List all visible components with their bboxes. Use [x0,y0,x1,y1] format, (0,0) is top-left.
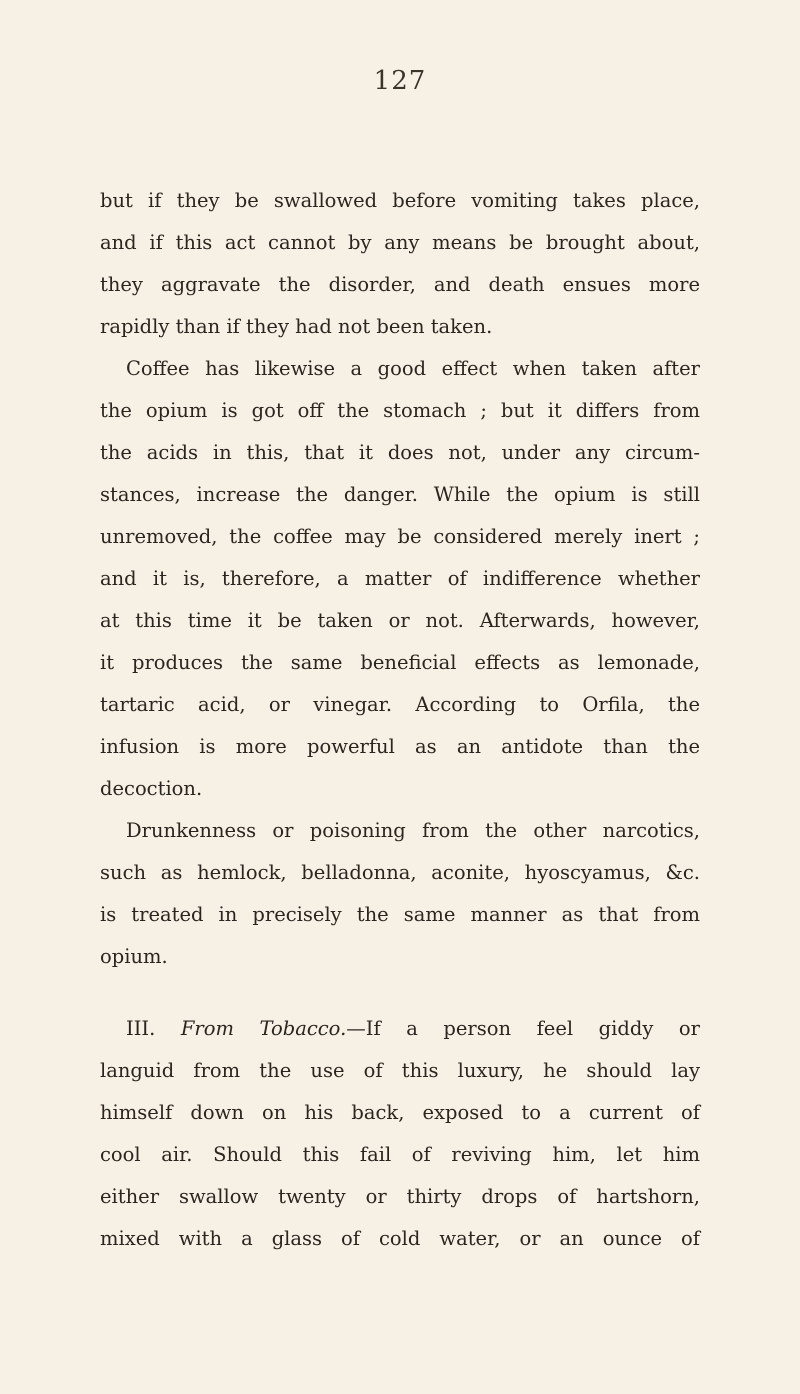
text-line: stances, increase the danger. While the opium is still [100,483,700,506]
body-text [100,180,700,1260]
text-line: and if this act cannot by any means be brought about, [100,231,700,254]
text-line: infusion is more powerful as an antidote than the [100,735,700,758]
paragraph [100,180,700,348]
text-line: mixed with a glass of cold water, or an ounce of [100,1227,700,1250]
text-line: decoction. [100,777,203,800]
text-line: it produces the same beneficial effects as lemonade, [100,651,700,674]
text-line: either swallow twenty or thirty drops of hartshorn, [100,1185,700,1208]
text-line: unremoved, the coffee may be considered merely inert ; [100,525,700,548]
text-line: is treated in precisely the same manner as that from [100,903,700,926]
text-line: cool air. Should this fail of reviving him, let him [100,1143,700,1166]
text-line: himself down on his back, exposed to a current of [100,1101,700,1124]
section-first-line-text: —If a person feel giddy or [346,1017,700,1040]
section-heading-line [100,1008,700,1050]
section-tobacco [100,1008,700,1260]
text-line: tartaric acid, or vinegar. According to Orfila, the [100,693,700,716]
section-gap [100,978,700,1008]
section-numeral: III. [126,1017,156,1040]
paragraph [100,348,700,810]
text-line: Coffee has likewise a good effect when taken after [126,357,700,380]
text-line: but if they be swallowed before vomiting takes place, [100,189,700,212]
text-line: they aggravate the disorder, and death ensues more [100,273,700,296]
text-line: rapidly than if they had not been taken. [100,315,493,338]
text-line: the acids in this, that it does not, under any circum- [100,441,700,464]
text-line: at this time it be taken or not. Afterwards, however, [100,609,700,632]
section-title: From Tobacco. [180,1017,347,1040]
text-line: Drunkenness or poisoning from the other narcotics, [126,819,700,842]
text-line: such as hemlock, belladonna, aconite, hyoscyamus, &c. [100,861,700,884]
text-line: the opium is got off the stomach ; but it differs from [100,399,700,422]
text-line: and it is, therefore, a matter of indifference whether [100,567,700,590]
text-line: opium. [100,945,168,968]
text-line: languid from the use of this luxury, he should lay [100,1059,700,1082]
paragraph [100,810,700,978]
page-number: 127 [373,66,427,96]
